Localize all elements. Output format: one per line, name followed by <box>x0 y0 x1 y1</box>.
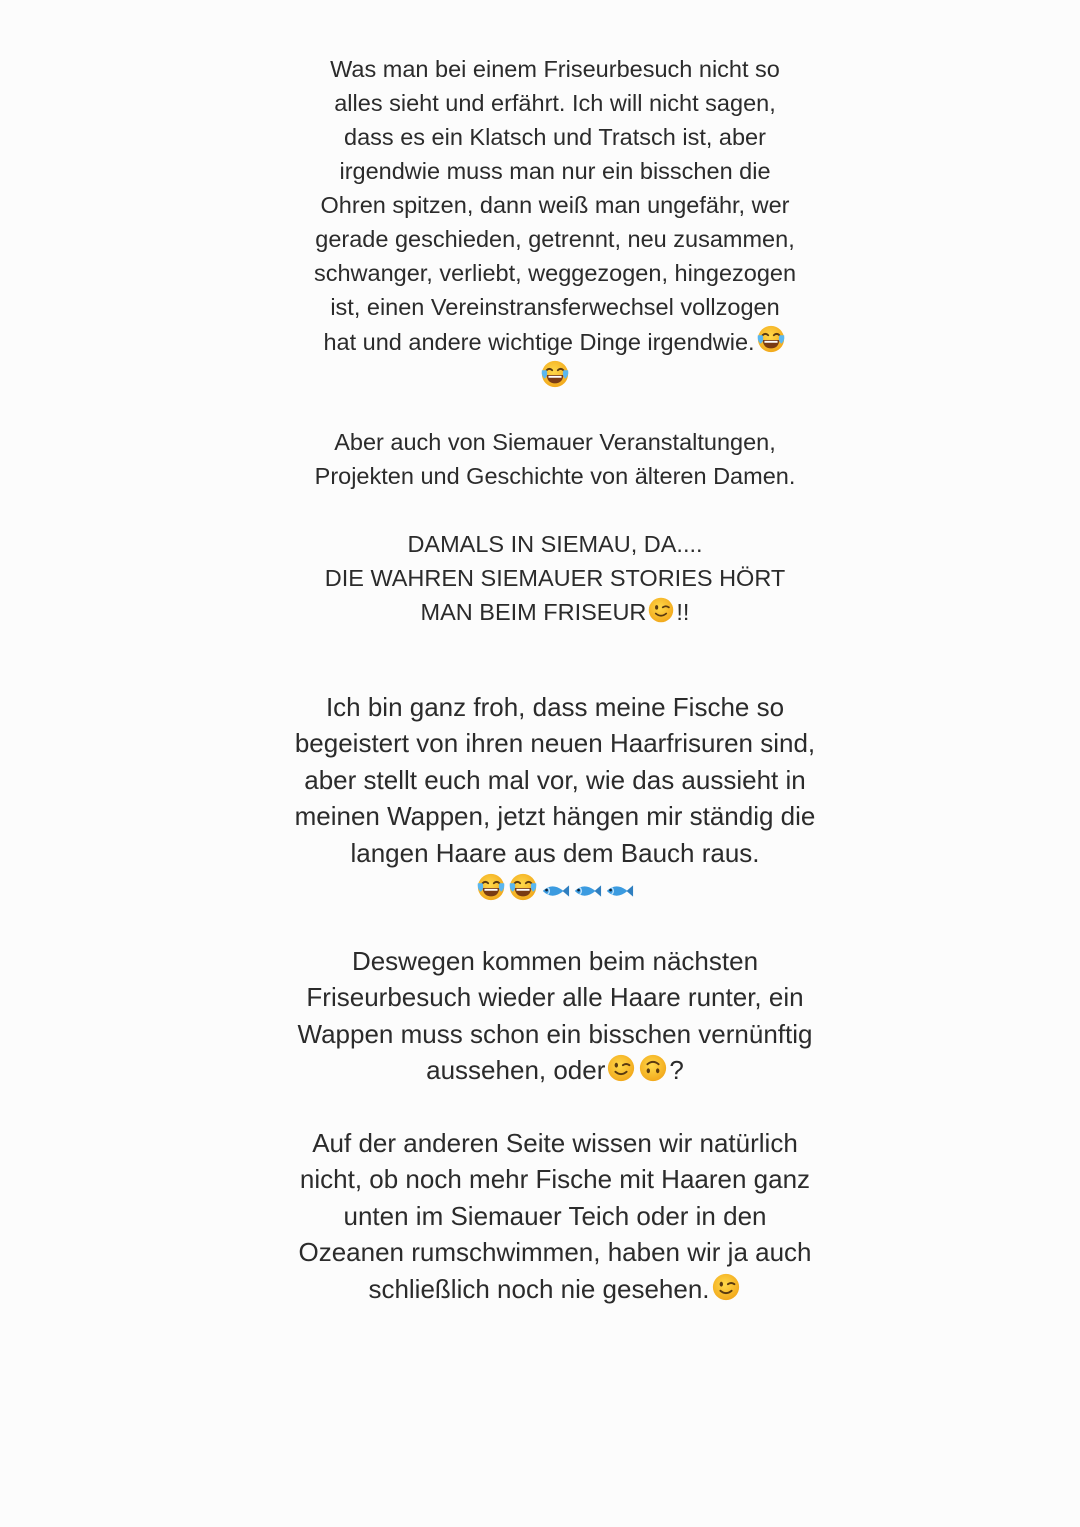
text-line: Ich bin ganz froh, dass meine Fische so <box>325 692 785 722</box>
tears-of-joy-icon <box>508 872 538 902</box>
text-line-with-emoji <box>270 1271 840 1307</box>
fish-icon <box>572 880 602 902</box>
text-line-with-emoji <box>270 324 840 359</box>
paragraph-intro <box>270 52 840 394</box>
text-suffix: ? <box>669 1055 684 1086</box>
text-line: Was man bei einem Friseurbesuch nicht so <box>330 56 780 82</box>
paragraph-headline <box>270 527 840 629</box>
text-line: Deswegen kommen beim nächsten <box>351 946 759 976</box>
text-line: DAMALS IN SIEMAU, DA.... <box>407 531 703 557</box>
winking-face-icon <box>711 1272 741 1302</box>
text-suffix: !! <box>676 599 690 625</box>
text-line: schließlich noch nie gesehen. <box>368 1273 710 1304</box>
paragraph-events <box>270 425 840 493</box>
text-line: hat und andere wichtige Dinge irgendwie. <box>323 329 755 355</box>
tears-of-joy-icon <box>540 359 570 389</box>
text-line: aussehen, oder <box>426 1055 606 1086</box>
text-line: Wappen muss schon ein bisschen vernünftig <box>297 1018 813 1049</box>
text-line: gerade geschieden, getrennt, neu zusammen, <box>315 226 795 252</box>
text-line-with-emoji <box>270 1052 840 1088</box>
text-line: DIE WAHREN SIEMAUER STORIES HÖRT <box>324 565 786 591</box>
text-line: schwanger, verliebt, weggezogen, hingezogen <box>313 260 797 286</box>
text-line: Ohren spitzen, dann weiß man ungefähr, wer <box>320 192 790 218</box>
emoji-line <box>270 359 840 394</box>
paragraph-ocean <box>270 1125 840 1307</box>
text-line: dass es ein Klatsch und Tratsch ist, aber <box>344 124 766 150</box>
text-line: begeistert von ihren neuen Haarfrisuren sind, <box>294 728 816 759</box>
text-line: ist, einen Vereinstransferwechsel vollzogen <box>330 294 780 320</box>
text-line: aber stellt euch mal vor, wie das aussieht in <box>304 764 806 795</box>
text-line: Projekten und Geschichte von älteren Damen. <box>314 463 796 489</box>
text-line: Friseurbesuch wieder alle Haare runter, ein <box>306 982 804 1013</box>
text-line: Aber auch von Siemauer Veranstaltungen, <box>334 429 776 455</box>
paragraph-fish <box>270 689 840 907</box>
text-line: irgendwie muss man nur ein bisschen die <box>339 158 771 184</box>
text-line: alles sieht und erfährt. Ich will nicht sagen, <box>334 90 776 116</box>
fish-icon <box>540 880 570 902</box>
text-line: Auf der anderen Seite wissen wir natürlich <box>312 1128 798 1158</box>
text-line: meinen Wappen, jetzt hängen mir ständig die <box>294 801 816 832</box>
winking-face-icon <box>647 596 675 624</box>
paragraph-haircut <box>270 943 840 1089</box>
text-line-with-emoji <box>270 595 840 629</box>
tears-of-joy-icon <box>756 324 786 354</box>
emoji-line <box>270 871 840 907</box>
text-line: MAN BEIM FRISEUR <box>420 599 647 625</box>
upside-down-face-icon <box>638 1053 668 1083</box>
text-line: nicht, ob noch mehr Fische mit Haaren ganz <box>299 1164 811 1195</box>
text-line: Ozeanen rumschwimmen, haben wir ja auch <box>298 1237 812 1268</box>
text-line: unten im Siemauer Teich oder in den <box>343 1200 767 1231</box>
winking-face-icon <box>606 1053 636 1083</box>
text-line: langen Haare aus dem Bauch raus. <box>350 837 760 868</box>
tears-of-joy-icon <box>476 872 506 902</box>
fish-icon <box>604 880 634 902</box>
